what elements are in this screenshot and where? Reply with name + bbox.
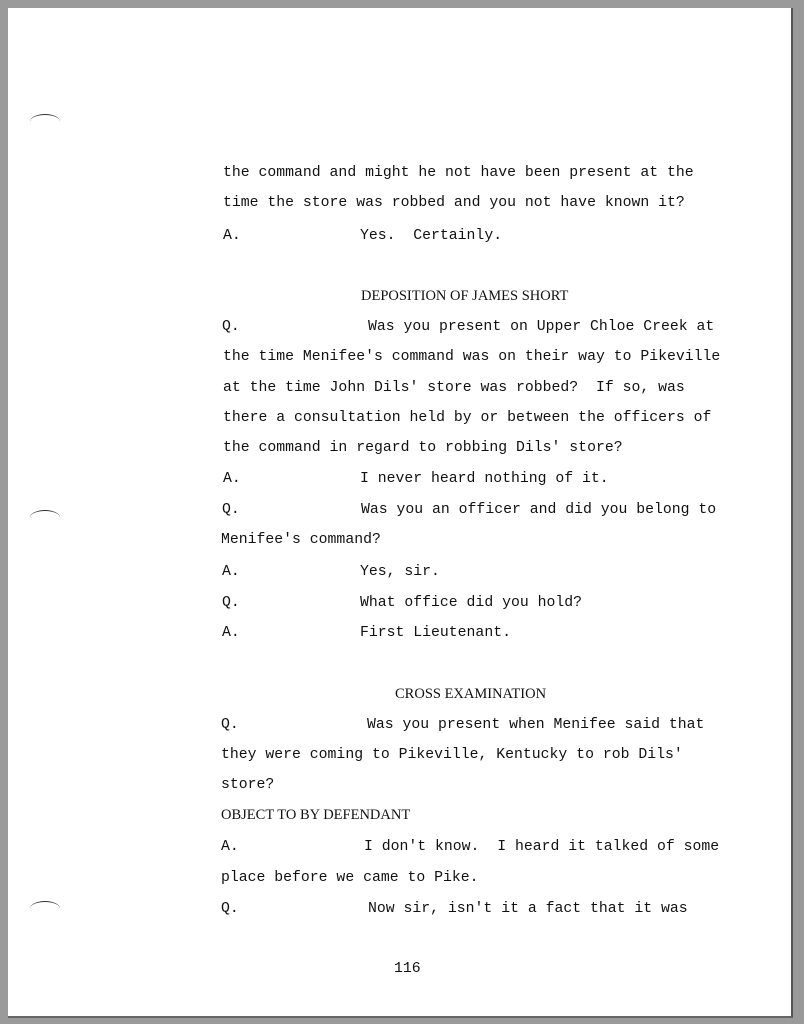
section-heading: CROSS EXAMINATION: [395, 686, 547, 702]
text-line: store?: [221, 777, 275, 793]
question-label: Q.: [222, 319, 240, 335]
answer-text: I don't know. I heard it talked of some: [364, 839, 720, 855]
answer-label: A.: [222, 625, 240, 641]
answer-text: Yes, sir.: [360, 564, 440, 580]
text-line: place before we came to Pike.: [221, 870, 479, 886]
answer-text: First Lieutenant.: [360, 625, 511, 641]
page-number: 116: [394, 961, 421, 977]
question-text: Now sir, isn't it a fact that it was: [368, 901, 688, 917]
punch-hole-mark-top: [30, 114, 60, 129]
punch-hole-mark-middle: [30, 510, 60, 525]
answer-label: A.: [223, 471, 241, 487]
punch-hole-mark-bottom: [30, 901, 60, 916]
question-text: What office did you hold?: [360, 595, 582, 611]
objection-note: OBJECT TO BY DEFENDANT: [221, 807, 411, 823]
answer-label: A.: [221, 839, 239, 855]
question-label: Q.: [222, 502, 240, 518]
answer-text: I never heard nothing of it.: [360, 471, 609, 487]
text-line: Menifee's command?: [221, 532, 381, 548]
question-text: Was you present on Upper Chloe Creek at: [368, 319, 715, 335]
answer-label: A.: [223, 228, 241, 244]
text-line: time the store was robbed and you not have known it?: [223, 195, 685, 211]
answer-label: A.: [222, 564, 240, 580]
question-text: Was you present when Menifee said that: [367, 717, 705, 733]
answer-text: Yes. Certainly.: [360, 228, 503, 244]
text-line: the command and might he not have been present at the: [223, 165, 694, 181]
text-line: the time Menifee's command was on their way to Pikeville: [223, 349, 721, 365]
question-label: Q.: [221, 717, 239, 733]
question-text: Was you an officer and did you belong to: [361, 502, 717, 518]
text-line: the command in regard to robbing Dils' store?: [223, 440, 623, 456]
text-line: at the time John Dils' store was robbed? If so, was: [223, 380, 685, 396]
document-page: [8, 8, 793, 1018]
text-line: they were coming to Pikeville, Kentucky to rob Dils': [221, 747, 683, 763]
question-label: Q.: [222, 595, 240, 611]
text-line: there a consultation held by or between the officers of: [223, 410, 712, 426]
question-label: Q.: [221, 901, 239, 917]
section-heading: DEPOSITION OF JAMES SHORT: [361, 288, 569, 304]
